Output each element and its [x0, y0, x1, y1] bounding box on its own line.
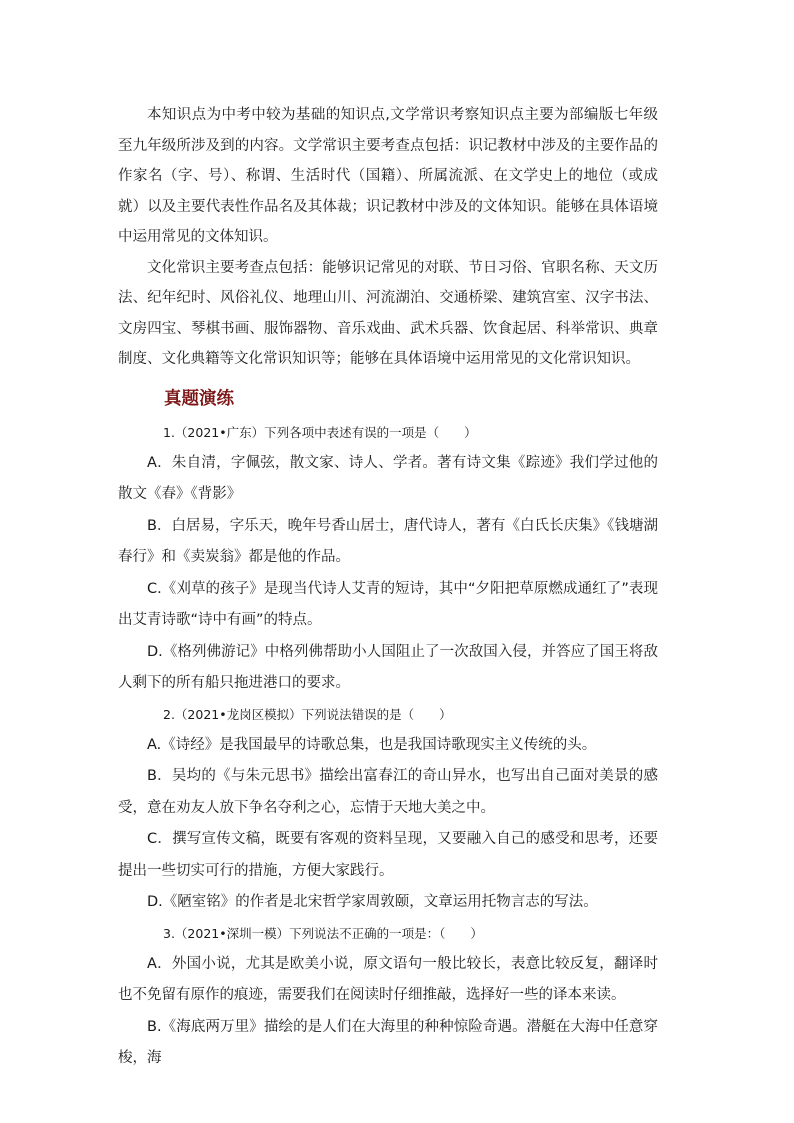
option-d: D.《陋室铭》的作者是北宋哲学家周敦颐，文章运用托物言志的写法。	[147, 894, 598, 910]
intro-paragraph-culture: 文化常识主要考查点包括：能够识记常见的对联、节日习俗、官职名称、天文历法、纪年纪时、风俗礼仪、地理山川、河流湖泊、交通桥梁、建筑宫室、汉字书法、文房四宝、琴棋书画、服饰器物、音乐戏曲、武术兵器、饮食起居、科举常识、典章制度、文化典籍等文化常识知识等；能够在具体语境中运用常见的文化常识知识。	[118, 259, 658, 367]
option-d: D.《格列佛游记》中格列佛帮助小人国阻止了一次敌国入侵，并答应了国王将敌人剩下的所有船只拖进港口的要求。	[118, 643, 658, 691]
option-b: B．吴均的《与朱元思书》描绘出富春江的奇山异水，也写出自己面对美景的感受，意在劝友人放下争名夺利之心，忘情于天地大美之中。	[118, 768, 658, 816]
section-heading: 真题演练	[164, 388, 234, 409]
question-stem: 2.（2021•龙岗区模拟）下列说法错误的是（ ）	[163, 706, 452, 722]
intro-paragraph-literature: 本知识点为中考中较为基础的知识点,文学常识考察知识点主要为部编版七年级至九年级所涉及到的内容。文学常识主要考查点包括：识记教材中涉及的主要作品的作家名（字、号）、称谓、生活时代（国籍）、所属流派、在文学史上的地位（或成就）以及主要代表性作品名及其体裁；识记教材中涉及的文体知识。能够在具体语境中运用常见的文体知识。	[118, 107, 658, 245]
question-3	[118, 919, 658, 1075]
option-b: B．白居易，字乐天，晚年号香山居士，唐代诗人，著有《白氏长庆集》《钱塘湖春行》和《卖炭翁》都是他的作品。	[118, 517, 658, 565]
option-a: A．外国小说，尤其是欧美小说，原文语句一般比较长，表意比较反复，翻译时也不免留有原作的痕迹，需要我们在阅读时仔细推敲，选择好一些的译本来读。	[118, 955, 658, 1003]
question-stem: 1.（2021•广东）下列各项中表述有误的一项是（ ）	[163, 424, 477, 440]
option-c: C.《刈草的孩子》是现当代诗人艾青的短诗，其中“夕阳把草原燃成通红了”表现出艾青诗歌“诗中有画”的特点。	[118, 580, 658, 628]
option-a: A.《诗经》是我国最早的诗歌总集，也是我国诗歌现实主义传统的头。	[147, 736, 597, 753]
question-1	[118, 418, 658, 700]
option-a: A．朱自清，字佩弦，散文家、诗人、学者。著有诗文集《踪迹》我们学过他的散文《春》《背影》	[118, 454, 658, 502]
question-stem: 3.（2021•深圳一模）下列说法不正确的一项是：（ ）	[163, 925, 483, 941]
option-b: B.《海底两万里》描绘的是人们在大海里的种种惊险奇遇。潜艇在大海中任意穿梭，海	[118, 1018, 658, 1066]
option-c: C．撰写宣传文稿，既要有客观的资料呈现，又要融入自己的感受和思考，还要提出一些切实可行的措施，方便大家践行。	[118, 831, 658, 879]
question-2	[118, 700, 658, 919]
document-content	[118, 100, 658, 1075]
